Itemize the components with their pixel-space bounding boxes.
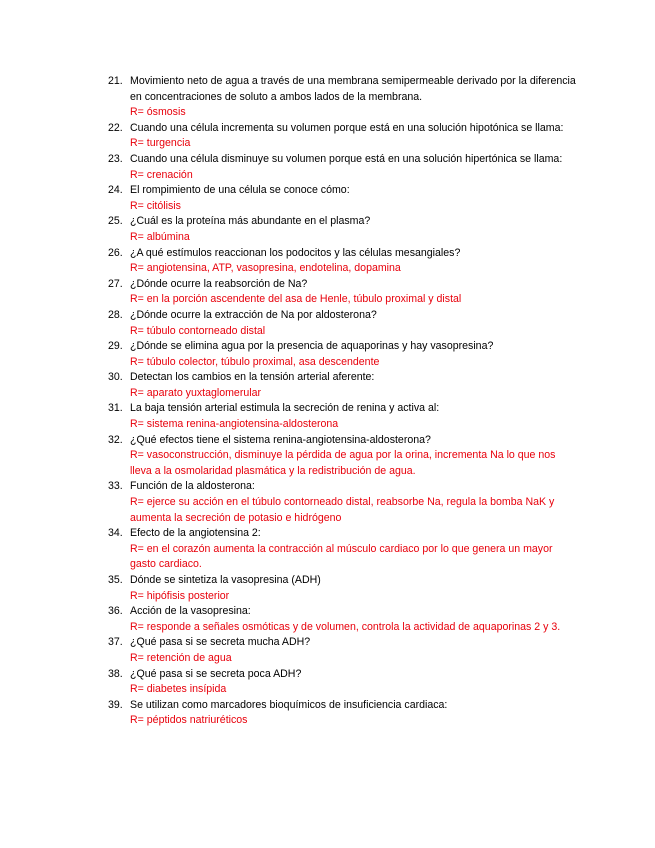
answer-text: R= ejerce su acción en el túbulo contorneado distal, reabsorbe Na, regula la bomba NaK y aumenta la secreción de potasio e hidrógeno	[130, 496, 555, 524]
question-text: Acción de la vasopresina:	[130, 605, 251, 618]
item-number: 35.	[108, 574, 123, 586]
question-text: ¿Qué pasa si se secreta poca ADH?	[130, 667, 302, 680]
question-text: ¿Dónde ocurre la extracción de Na por aldosterona?	[130, 308, 377, 321]
question-text: La baja tensión arterial estimula la secreción de renina y activa al:	[130, 402, 440, 415]
item-number: 23.	[108, 152, 123, 165]
item-body	[130, 479, 578, 526]
answer-text: R= péptidos natriuréticos	[130, 714, 248, 727]
question-text: Cuando una célula incrementa su volumen porque está en una solución hipotónica se llama:	[130, 121, 564, 134]
question-text: Cuando una célula disminuye su volumen porque está en una solución hipertónica se llama:	[130, 152, 563, 165]
item-number: 28.	[108, 308, 123, 321]
list-item	[108, 339, 578, 370]
list-item	[108, 308, 578, 339]
answer-text: R= en la porción ascendente del asa de Henle, túbulo proximal y distal	[130, 293, 462, 306]
question-text: Función de la aldosterona:	[130, 480, 255, 493]
question-text: ¿A qué estímulos reaccionan los podocitos y las células mesangiales?	[130, 246, 461, 259]
item-number: 21.	[108, 75, 123, 87]
question-text: El rompimiento de una célula se conoce cómo:	[130, 184, 350, 197]
item-number: 38.	[108, 667, 123, 680]
item-body	[130, 667, 578, 698]
answer-text: R= angiotensina, ATP, vasopresina, endotelina, dopamina	[130, 262, 401, 275]
list-item	[108, 214, 578, 245]
item-number: 37.	[108, 636, 123, 649]
list-item	[108, 604, 578, 635]
question-text: Se utilizan como marcadores bioquímicos de insuficiencia cardiaca:	[130, 698, 448, 711]
question-text: Movimiento neto de agua a través de una membrana semipermeable derivado por la diferencia en concentraciones de soluto a ambos lados de la membrana.	[130, 75, 576, 103]
item-body	[130, 604, 578, 635]
item-body	[130, 183, 578, 214]
question-text: ¿Dónde se elimina agua por la presencia de aquaporinas y hay vasopresina?	[130, 340, 494, 353]
item-number: 24.	[108, 184, 123, 197]
list-item	[108, 667, 578, 698]
item-body	[130, 121, 578, 152]
item-number: 39.	[108, 698, 123, 711]
item-body	[130, 635, 578, 666]
answer-text: R= túbulo contorneado distal	[130, 324, 266, 337]
list-item	[108, 526, 578, 573]
item-number: 31.	[108, 402, 123, 415]
item-number: 26.	[108, 246, 123, 259]
item-number: 34.	[108, 527, 123, 540]
item-body	[130, 573, 578, 604]
list-item	[108, 152, 578, 183]
list-item	[108, 479, 578, 526]
item-body	[130, 246, 578, 277]
list-item	[108, 573, 578, 604]
list-item	[108, 401, 578, 432]
answer-text: R= hipófisis posterior	[130, 589, 230, 602]
answer-text: R= albúmina	[130, 230, 190, 243]
item-body	[130, 698, 578, 729]
question-list	[108, 74, 578, 729]
item-body	[130, 214, 578, 245]
question-text: ¿Qué efectos tiene el sistema renina-angiotensina-aldosterona?	[130, 433, 431, 446]
answer-text: R= ósmosis	[130, 106, 186, 119]
answer-text: R= turgencia	[130, 137, 191, 150]
item-body	[130, 152, 578, 183]
answer-text: R= retención de agua	[130, 651, 232, 664]
list-item	[108, 74, 578, 121]
item-body	[130, 433, 578, 480]
list-item	[108, 246, 578, 277]
item-number: 32.	[108, 433, 123, 446]
item-body	[130, 277, 578, 308]
list-item	[108, 121, 578, 152]
item-number: 29.	[108, 340, 123, 353]
list-item	[108, 183, 578, 214]
question-text: ¿Cuál es la proteína más abundante en el plasma?	[130, 215, 371, 228]
list-item	[108, 698, 578, 729]
question-text: Efecto de la angiotensina 2:	[130, 527, 261, 540]
answer-text: R= vasoconstrucción, disminuye la pérdida de agua por la orina, incrementa Na lo que nos lleva a la osmolaridad plasmática y la redistribución de agua.	[130, 449, 556, 477]
answer-text: R= citólisis	[130, 199, 181, 212]
item-body	[130, 339, 578, 370]
item-body	[130, 370, 578, 401]
item-body	[130, 526, 578, 573]
item-number: 30.	[108, 371, 123, 384]
answer-text: R= aparato yuxtaglomerular	[130, 386, 262, 399]
answer-text: R= en el corazón aumenta la contracción al músculo cardiaco por lo que genera un mayor gasto cardiaco.	[130, 542, 553, 571]
question-text: ¿Qué pasa si se secreta mucha ADH?	[130, 636, 311, 649]
list-item	[108, 635, 578, 666]
item-number: 36.	[108, 605, 123, 618]
item-number: 27.	[108, 277, 123, 290]
question-text: Dónde se sintetiza la vasopresina (ADH)	[130, 574, 321, 586]
answer-text: R= responde a señales osmóticas y de volumen, controla la actividad de aquaporinas 2 y 3.	[130, 620, 561, 633]
question-text: ¿Dónde ocurre la reabsorción de Na?	[130, 277, 308, 290]
answer-text: R= crenación	[130, 168, 193, 181]
item-body	[130, 74, 578, 121]
item-body	[130, 401, 578, 432]
list-item	[108, 370, 578, 401]
answer-text: R= diabetes insípida	[130, 683, 227, 696]
answer-text: R= sistema renina-angiotensina-aldosterona	[130, 418, 339, 431]
question-text: Detectan los cambios en la tensión arterial aferente:	[130, 371, 375, 384]
list-item	[108, 433, 578, 480]
item-number: 22.	[108, 121, 123, 134]
item-body	[130, 308, 578, 339]
item-number: 25.	[108, 215, 123, 228]
answer-text: R= túbulo colector, túbulo proximal, asa descendente	[130, 355, 380, 368]
item-number: 33.	[108, 480, 123, 493]
list-item	[108, 277, 578, 308]
